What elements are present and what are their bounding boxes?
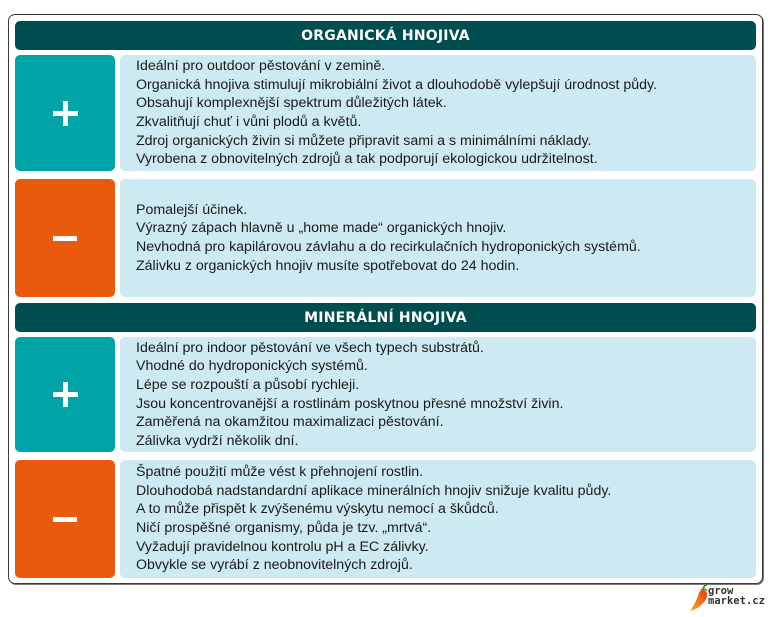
list-item: Lépe se rozpouští a působí rychleji.: [136, 376, 360, 393]
cons-badge-mineral: [15, 460, 115, 578]
plus-icon: [53, 382, 78, 407]
list-item: A to může přispět k zvýšenému výskytu nemocí a škůdců.: [136, 501, 499, 518]
list-item: Zálivku z organických hnojiv musíte spotřebovat do 24 hodin.: [136, 257, 520, 274]
plus-icon: [53, 101, 78, 126]
list-item: Vhodné do hydroponických systémů.: [136, 358, 368, 375]
cons-list-mineral: [120, 460, 756, 578]
section-header-organic: ORGANICKÁ HNOJIVA: [15, 21, 756, 50]
list-item: Zkvalitňují chuť i vůni plodů a květů.: [136, 114, 362, 130]
minus-icon: [53, 517, 77, 522]
list-item: Zálivka vydrží několik dní.: [136, 432, 299, 449]
pros-list-mineral: [120, 337, 756, 452]
list-item: Ideální pro indoor pěstování ve všech typech substrátů.: [136, 339, 484, 356]
list-item: Vyrobena z obnovitelných zdrojů a tak podporují ekologickou udržitelnost.: [136, 151, 598, 168]
list-item: Zdroj organických živin si můžete připravit sami a s minimálními náklady.: [136, 132, 592, 149]
pros-list-organic: [120, 55, 756, 171]
list-item: Ničí prospěšné organismy, půda je tzv. „mrtvá“.: [136, 520, 432, 536]
list-item: Vyžadují pravidelnou kontrolu pH a EC zálivky.: [136, 538, 429, 555]
logo-text-line2: market.cz: [708, 595, 765, 607]
list-item: Nevhodná pro kapilárovou závlahu a do recirkulačních hydroponických systémů.: [136, 239, 641, 255]
logo-text-line1: grow: [708, 585, 734, 597]
growmarket-logo: [688, 584, 768, 612]
list-item: Dlouhodobá nadstandardní aplikace minerálních hnojiv snižuje kvalitu půdy.: [136, 482, 612, 499]
cons-badge-organic: [15, 179, 115, 297]
pros-badge-organic: [15, 55, 115, 171]
list-item: Výrazný zápach hlavně u „home made“ organických hnojiv.: [136, 220, 507, 237]
minus-icon: [53, 236, 77, 241]
section-header-mineral: MINERÁLNÍ HNOJIVA: [15, 303, 756, 332]
list-item: Jsou koncentrovanější a rostlinám poskytnou přesné množství živin.: [136, 395, 564, 412]
list-item: Ideální pro outdoor pěstování v zemině.: [136, 58, 386, 75]
pepper-icon: [688, 584, 710, 612]
cons-list-organic: [120, 179, 756, 297]
pros-badge-mineral: [15, 337, 115, 452]
list-item: Špatné použití může vést k přehnojení rostlin.: [136, 464, 424, 481]
list-item: Pomalejší účinek.: [136, 201, 248, 218]
logo-text: [708, 586, 765, 606]
list-item: Organická hnojiva stimulují mikrobiální život a dlouhodobě vylepšují úrodnost půdy.: [136, 76, 658, 93]
list-item: Obsahují komplexnější spektrum důležitých látek.: [136, 95, 447, 112]
list-item: Zaměřená na okamžitou maximalizaci pěstování.: [136, 414, 444, 431]
list-item: Obvykle se vyrábí z neobnovitelných zdrojů.: [136, 557, 413, 574]
